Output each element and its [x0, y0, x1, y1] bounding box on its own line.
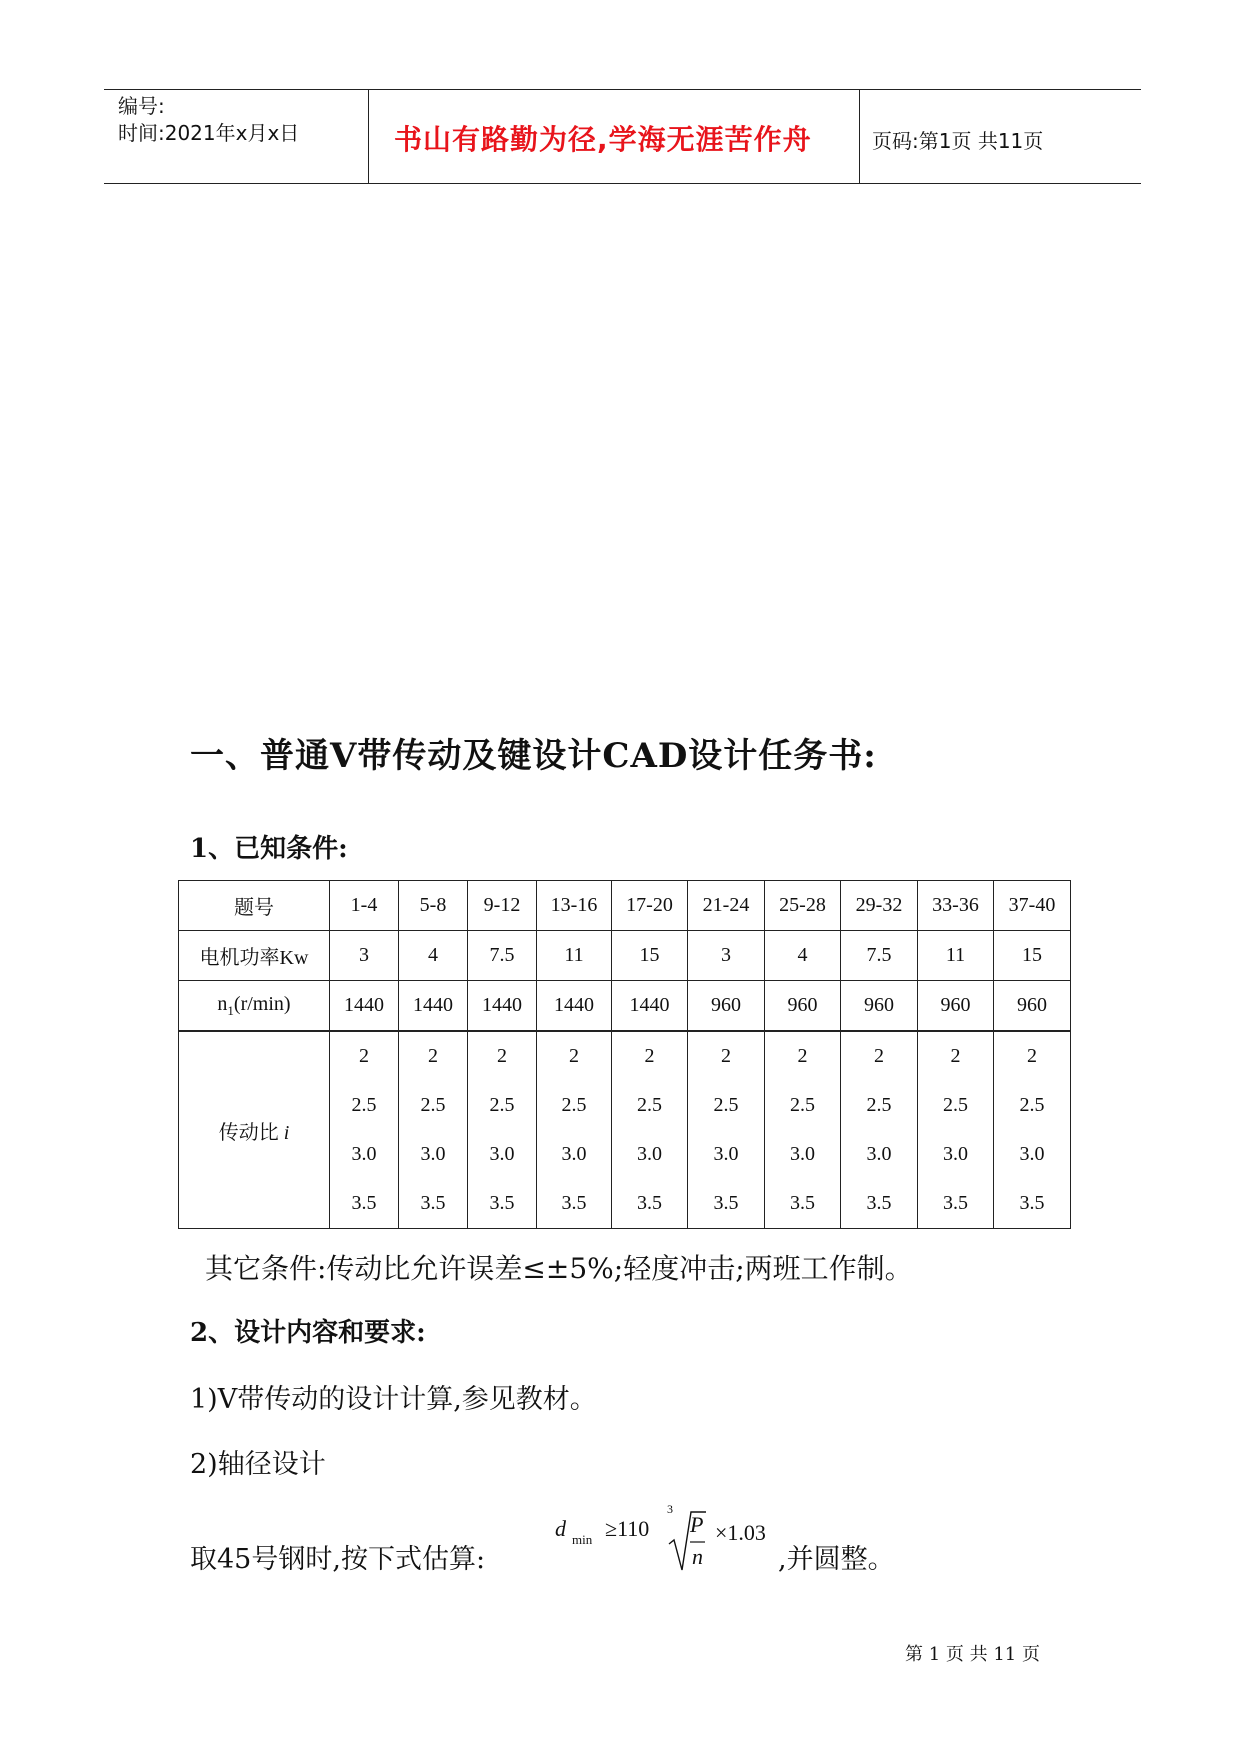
- requirement-item-1: 1)V带传动的设计计算,参见教材。: [190, 1384, 597, 1415]
- table-cell: 29-32: [841, 881, 918, 931]
- ratio-value: 2.5: [866, 1094, 892, 1116]
- formula-times: ×1.03: [715, 1520, 766, 1545]
- table-cell: 11: [918, 931, 994, 981]
- ratio-value: 2.5: [637, 1094, 662, 1116]
- ratio-value: 3.0: [420, 1143, 446, 1165]
- ratio-value: 3.5: [637, 1192, 662, 1214]
- table-cell: 3: [330, 931, 399, 981]
- table-cell: 4: [399, 931, 468, 981]
- ratio-value: 3.0: [943, 1143, 968, 1165]
- ratio-cell: [994, 1031, 1071, 1229]
- table-cell: 1440: [612, 981, 688, 1032]
- section1-heading: 1、已知条件:: [190, 834, 348, 864]
- ratio-value: 2: [428, 1045, 438, 1067]
- table-cell: 960: [918, 981, 994, 1032]
- ratio-value: 3.5: [790, 1192, 815, 1214]
- ratio-value: 2.5: [351, 1094, 377, 1116]
- speed-label-main: n: [217, 992, 228, 1015]
- header-motto: 书山有路勤为径,学海无涯苦作舟: [394, 123, 812, 156]
- ratio-value: 3.5: [489, 1192, 515, 1214]
- ratio-value: 2: [874, 1045, 884, 1067]
- table-cell: 37-40: [994, 881, 1071, 931]
- header-meta: [118, 93, 299, 147]
- table-cell: 3: [688, 931, 765, 981]
- header-number: 编号:: [118, 94, 165, 118]
- requirement-item-2: 2)轴径设计: [190, 1449, 326, 1480]
- ratio-cell: [468, 1031, 537, 1229]
- ratio-value: 3.5: [713, 1192, 739, 1214]
- table-cell: 1-4: [330, 881, 399, 931]
- ratio-value: 3.0: [561, 1143, 587, 1165]
- header-bottom-rule: [104, 183, 1141, 184]
- header-top-rule: [104, 89, 1141, 90]
- ratio-value: 3.5: [420, 1192, 446, 1214]
- speed-label-rest: (r/min): [233, 992, 291, 1015]
- ratio-value: 2: [569, 1045, 579, 1067]
- ratio-value: 3.5: [351, 1192, 377, 1214]
- ratio-value: 3.0: [351, 1143, 377, 1165]
- ratio-value: 2: [797, 1045, 808, 1067]
- ratio-cell: [612, 1031, 688, 1229]
- ratio-label-text: 传动比: [218, 1121, 279, 1144]
- table-cell: 1440: [468, 981, 537, 1032]
- ratio-label: [179, 1031, 330, 1229]
- speed-label-sub: 1: [227, 1002, 234, 1018]
- table-cell: 13-16: [537, 881, 612, 931]
- table-cell: 15: [612, 931, 688, 981]
- ratio-value: 2.5: [420, 1094, 446, 1116]
- document-title: 一、普通V带传动及键设计CAD设计任务书:: [190, 736, 877, 776]
- ratio-value: 3.0: [713, 1143, 739, 1165]
- ratio-value: 3.0: [637, 1143, 662, 1165]
- formula-ge: ≥110: [605, 1516, 650, 1541]
- speed-label: [179, 981, 330, 1032]
- table-cell: 7.5: [468, 931, 537, 981]
- shaft-diameter-formula: [555, 1502, 785, 1578]
- ratio-cell: [918, 1031, 994, 1229]
- ratio-value: 3.5: [1019, 1192, 1045, 1214]
- table-cell: 17-20: [612, 881, 688, 931]
- ratio-cell: [330, 1031, 399, 1229]
- estimate-prefix: 取45号钢时,按下式估算:: [190, 1544, 486, 1575]
- ratio-cell: [688, 1031, 765, 1229]
- section2-heading: 2、设计内容和要求:: [190, 1318, 426, 1348]
- table-cell: 11: [537, 931, 612, 981]
- table-cell: 1440: [399, 981, 468, 1032]
- table-cell: 9-12: [468, 881, 537, 931]
- conditions-table: [178, 880, 1071, 1229]
- header-time: 时间:2021年x月x日: [118, 121, 300, 145]
- table-cell: 1440: [330, 981, 399, 1032]
- ratio-value: 3.0: [866, 1143, 892, 1165]
- ratio-value: 2: [644, 1045, 655, 1067]
- table-cell: 960: [994, 981, 1071, 1032]
- ratio-symbol: i: [283, 1121, 290, 1144]
- other-conditions: 其它条件:传动比允许误差≤±5%;轻度冲击;两班工作制。: [205, 1252, 913, 1285]
- ratio-value: 2: [497, 1045, 507, 1067]
- ratio-cell: [841, 1031, 918, 1229]
- ratio-value: 3.5: [866, 1192, 892, 1214]
- estimate-suffix: ,并圆整。: [778, 1544, 895, 1575]
- table-cell: 4: [765, 931, 841, 981]
- table-cell: 21-24: [688, 881, 765, 931]
- ratio-value: 2.5: [1019, 1094, 1045, 1116]
- ratio-value: 3.0: [1019, 1143, 1045, 1165]
- ratio-value: 3.5: [561, 1192, 587, 1214]
- ratio-value: 3.0: [790, 1143, 815, 1165]
- table-cell: 5-8: [399, 881, 468, 931]
- table-cell: 7.5: [841, 931, 918, 981]
- table-row-topic: [179, 881, 1071, 931]
- table-row-ratio: [179, 1031, 1071, 1229]
- ratio-value: 2.5: [561, 1094, 587, 1116]
- ratio-value: 2.5: [713, 1094, 739, 1116]
- table-row-power: [179, 931, 1071, 981]
- ratio-cell: [537, 1031, 612, 1229]
- table-cell: 25-28: [765, 881, 841, 931]
- ratio-value: 2: [721, 1045, 731, 1067]
- table-row-speed: [179, 981, 1071, 1032]
- formula-d: d: [555, 1516, 566, 1541]
- table-cell: 33-36: [918, 881, 994, 931]
- ratio-value: 3.0: [489, 1143, 515, 1165]
- ratio-cell: [765, 1031, 841, 1229]
- table-cell: 960: [841, 981, 918, 1032]
- table-cell: 960: [688, 981, 765, 1032]
- formula-numerator: P: [690, 1512, 704, 1537]
- ratio-value: 2.5: [489, 1094, 515, 1116]
- ratio-value: 2: [1027, 1045, 1037, 1067]
- table-cell: 960: [765, 981, 841, 1032]
- header-divider-right: [859, 89, 860, 183]
- table-header-label: 题号: [179, 881, 330, 931]
- page-footer: 第 1 页 共 11 页: [905, 1644, 1040, 1665]
- header-page-number: 页码:第1页 共11页: [872, 129, 1044, 153]
- formula-sub: min: [572, 1532, 593, 1547]
- ratio-value: 2.5: [790, 1094, 815, 1116]
- table-cell: 15: [994, 931, 1071, 981]
- ratio-value: 3.5: [943, 1192, 968, 1214]
- ratio-value: 2.5: [943, 1094, 968, 1116]
- ratio-value: 2: [950, 1045, 961, 1067]
- header-divider-left: [368, 89, 369, 183]
- ratio-value: 2: [359, 1045, 369, 1067]
- ratio-cell: [399, 1031, 468, 1229]
- table-cell: 1440: [537, 981, 612, 1032]
- formula-root-index: 3: [667, 1502, 673, 1516]
- power-label: 电机功率Kw: [179, 931, 330, 981]
- formula-denominator: n: [692, 1544, 703, 1569]
